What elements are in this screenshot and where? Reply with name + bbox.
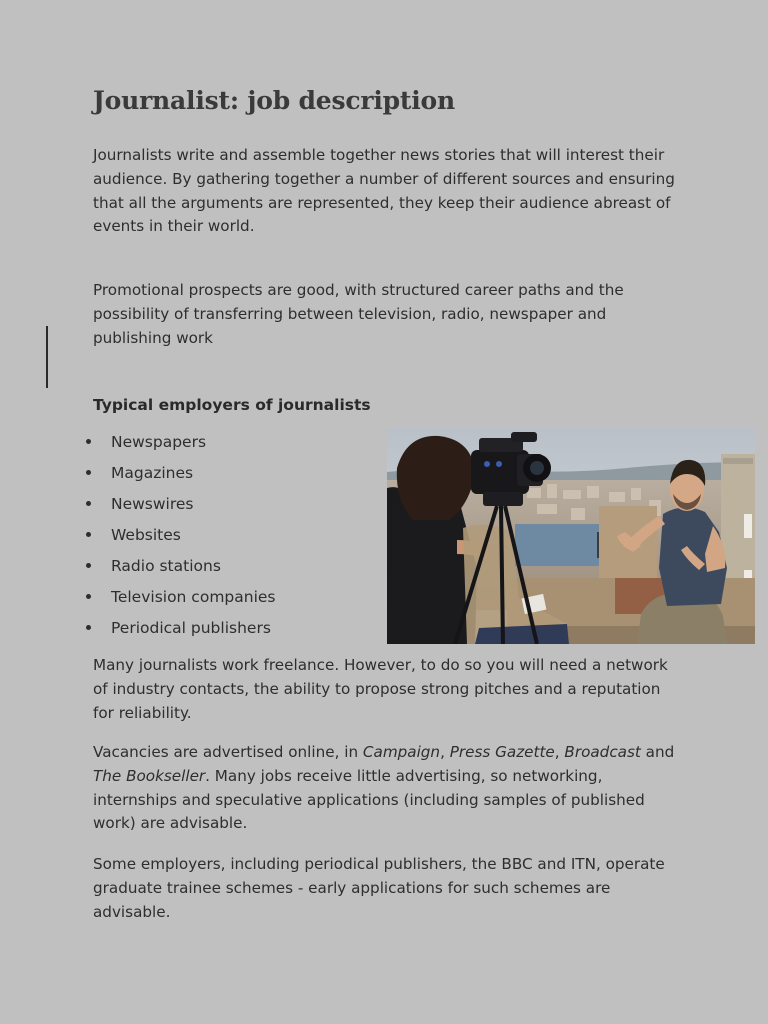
intro-paragraph: Journalists write and assemble together news stories that will interest their audience. By gathering together a number of different sources and ensuring that all the arguments are represented, they keep their audience abreast of events in their world. bbox=[93, 146, 675, 236]
publication-broadcast: Broadcast bbox=[564, 743, 641, 761]
page-title: Journalist: job description bbox=[93, 86, 456, 115]
list-item-label: Newswires bbox=[111, 494, 194, 513]
vacancies-text: and bbox=[640, 743, 675, 761]
list-item-label: Magazines bbox=[111, 463, 194, 482]
list-item bbox=[86, 550, 276, 581]
freelance-paragraph: Many journalists work freelance. However, to do so you will need a network of industry contacts, the ability to propose strong pitches and a reputation for reliability. bbox=[93, 656, 668, 722]
employers-list bbox=[86, 426, 276, 643]
vacancies-text: . Many jobs receive little advertising, so networking, internships and speculative applications (including samples of published work) are advisable. bbox=[93, 766, 645, 833]
text-cursor-bar bbox=[46, 326, 48, 388]
list-item bbox=[86, 488, 276, 519]
blue-building bbox=[515, 524, 607, 566]
publication-the-bookseller: The Bookseller bbox=[93, 766, 206, 785]
bullet-icon bbox=[86, 563, 91, 568]
list-item-label: Radio stations bbox=[111, 556, 221, 575]
bullet-icon bbox=[86, 625, 91, 630]
vacancies-text: , bbox=[554, 743, 565, 761]
list-item-label: Periodical publishers bbox=[111, 618, 271, 637]
bullet-icon bbox=[86, 594, 91, 599]
publication-press-gazette: Press Gazette bbox=[449, 743, 555, 761]
trainee-schemes-paragraph: Some employers, including periodical publishers, the BBC and ITN, operate graduate trainee schemes - early applications for such schemes are advisable. bbox=[93, 855, 665, 921]
list-item bbox=[86, 426, 276, 457]
list-item bbox=[86, 519, 276, 550]
bullet-icon bbox=[86, 532, 91, 537]
prospects-paragraph: Promotional prospects are good, with structured career paths and the possibility of transferring between television, radio, newspaper and publishing work bbox=[93, 281, 624, 347]
vacancies-text: Vacancies are advertised online, in bbox=[93, 743, 363, 761]
vacancies-paragraph bbox=[93, 741, 683, 836]
list-item bbox=[86, 612, 276, 643]
bullet-icon bbox=[86, 470, 91, 475]
list-item bbox=[86, 457, 276, 488]
list-item-label: Websites bbox=[111, 525, 181, 544]
bullet-icon bbox=[86, 439, 91, 444]
vacancies-text: , bbox=[440, 743, 450, 761]
employers-heading: Typical employers of journalists bbox=[93, 396, 371, 414]
publication-campaign: Campaign bbox=[362, 743, 441, 761]
list-item-label: Newspapers bbox=[111, 432, 207, 451]
list-item bbox=[86, 581, 276, 612]
bullet-icon bbox=[86, 501, 91, 506]
photo-illustration bbox=[387, 428, 755, 644]
camera-crew-photo bbox=[387, 428, 755, 644]
list-item-label: Television companies bbox=[111, 587, 276, 606]
